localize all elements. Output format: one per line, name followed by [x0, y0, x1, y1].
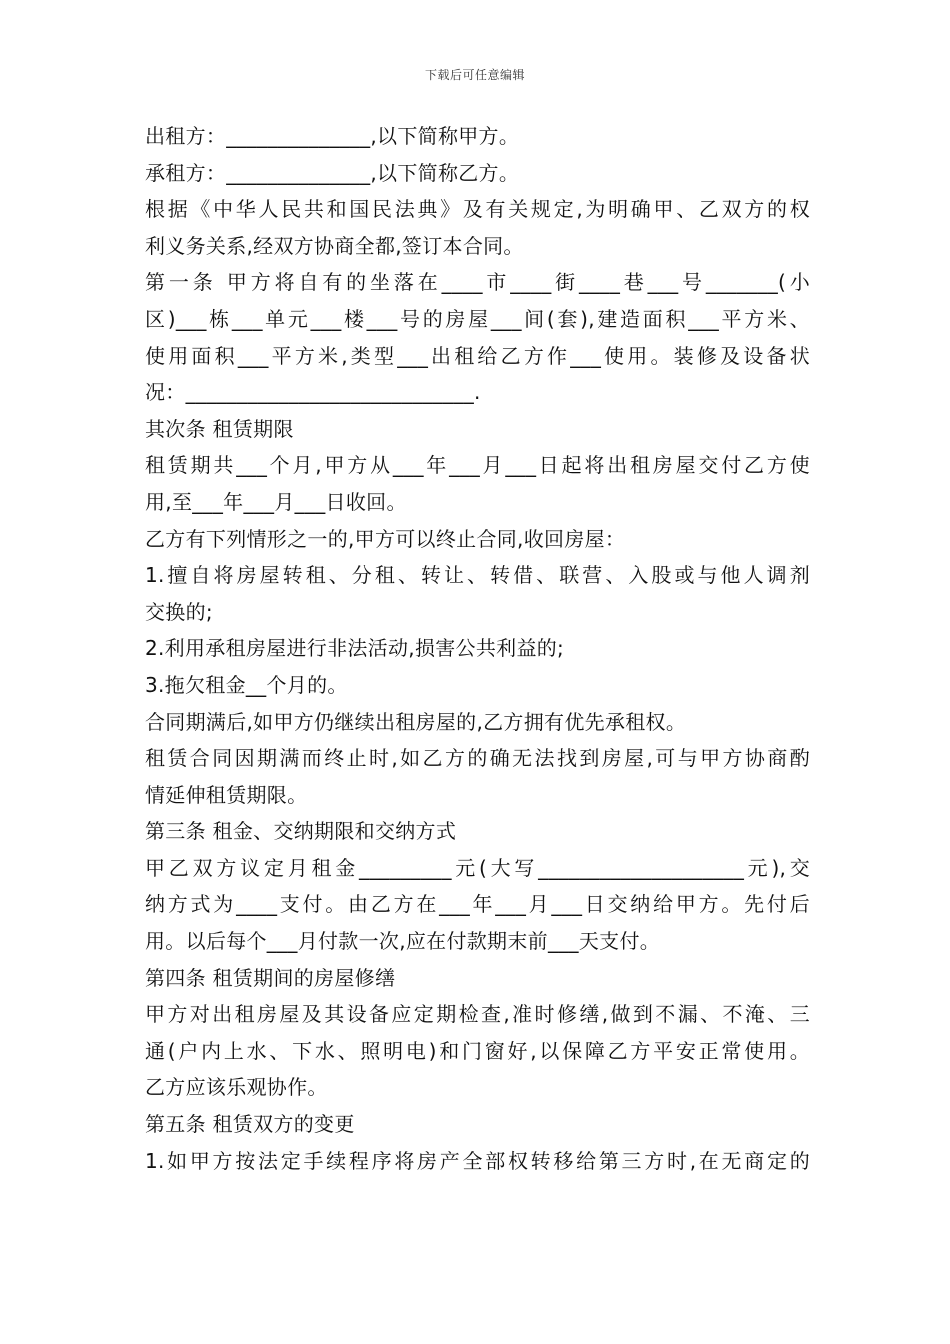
contract-line: 2.利用承租房屋进行非法活动,损害公共利益的;	[145, 636, 565, 661]
contract-line: 乙方应该乐观协作。	[145, 1075, 328, 1100]
contract-line: 1.如甲方按法定手续程序将房产全部权转移给第三方时,在无商定的	[145, 1148, 810, 1173]
contract-line: 出租方：______________,以下简称甲方。	[145, 124, 520, 148]
contract-line: 根据《中华人民共和国民法典》及有关规定,为明确甲、乙双方的权	[145, 197, 810, 222]
contract-line: 其次条 租赁期限	[145, 416, 294, 441]
contract-line: 1.擅自将房屋转租、分租、转让、转借、联营、入股或与他人调剂	[145, 563, 810, 588]
contract-line: 租赁期共___个月,甲方从___年___月___日起将出租房屋交付乙方使	[145, 453, 810, 478]
contract-line: 用。以后每个___月付款一次,应在付款期末前___天支付。	[145, 929, 661, 954]
contract-line: 第五条 租赁双方的变更	[145, 1112, 355, 1137]
contract-line: 情延伸租赁期限。	[145, 782, 308, 807]
contract-line: 甲方对出租房屋及其设备应定期检查,准时修缮,做到不漏、不淹、三	[145, 1002, 810, 1027]
contract-line: 况：____________________________.	[145, 380, 481, 405]
contract-line: 甲乙双方议定月租金_________元(大写____________________元),交	[145, 855, 810, 880]
contract-line: 承租方：______________,以下简称乙方。	[145, 160, 520, 185]
contract-line: 区)___栋___单元___楼___号的房屋___间(套),建造面积___平方米、	[145, 306, 810, 331]
contract-line: 第一条 甲方将自有的坐落在____市____街____巷___号_______(小	[145, 270, 810, 295]
contract-line: 通(户内上水、下水、照明电)和门窗好,以保障乙方平安正常使用。	[145, 1038, 810, 1063]
contract-line: 用,至___年___月___日收回。	[145, 489, 407, 514]
contract-line: 使用面积___平方米,类型___出租给乙方作___使用。装修及设备状	[145, 343, 810, 368]
page-header-note: 下载后可任意编辑	[424, 68, 525, 82]
contract-line: 交换的;	[145, 599, 213, 624]
contract-line: 租赁合同因期满而终止时,如乙方的确无法找到房屋,可与甲方协商酌	[145, 746, 810, 771]
contract-line: 乙方有下列情形之一的,甲方可以终止合同,收回房屋：	[145, 526, 626, 551]
contract-line: 第四条 租赁期间的房屋修缮	[145, 965, 396, 990]
contract-line: 3.拖欠租金__个月的。	[145, 672, 348, 697]
contract-line: 纳方式为____支付。由乙方在___年___月___日交纳给甲方。先付后	[145, 892, 810, 917]
contract-line: 合同期满后,如甲方仍继续出租房屋的,乙方拥有优先承租权。	[145, 709, 687, 734]
contract-line: 第三条 租金、交纳期限和交纳方式	[145, 819, 457, 844]
contract-line: 利义务关系,经双方协商全都,签订本合同。	[145, 233, 524, 258]
contract-body	[145, 118, 810, 1179]
